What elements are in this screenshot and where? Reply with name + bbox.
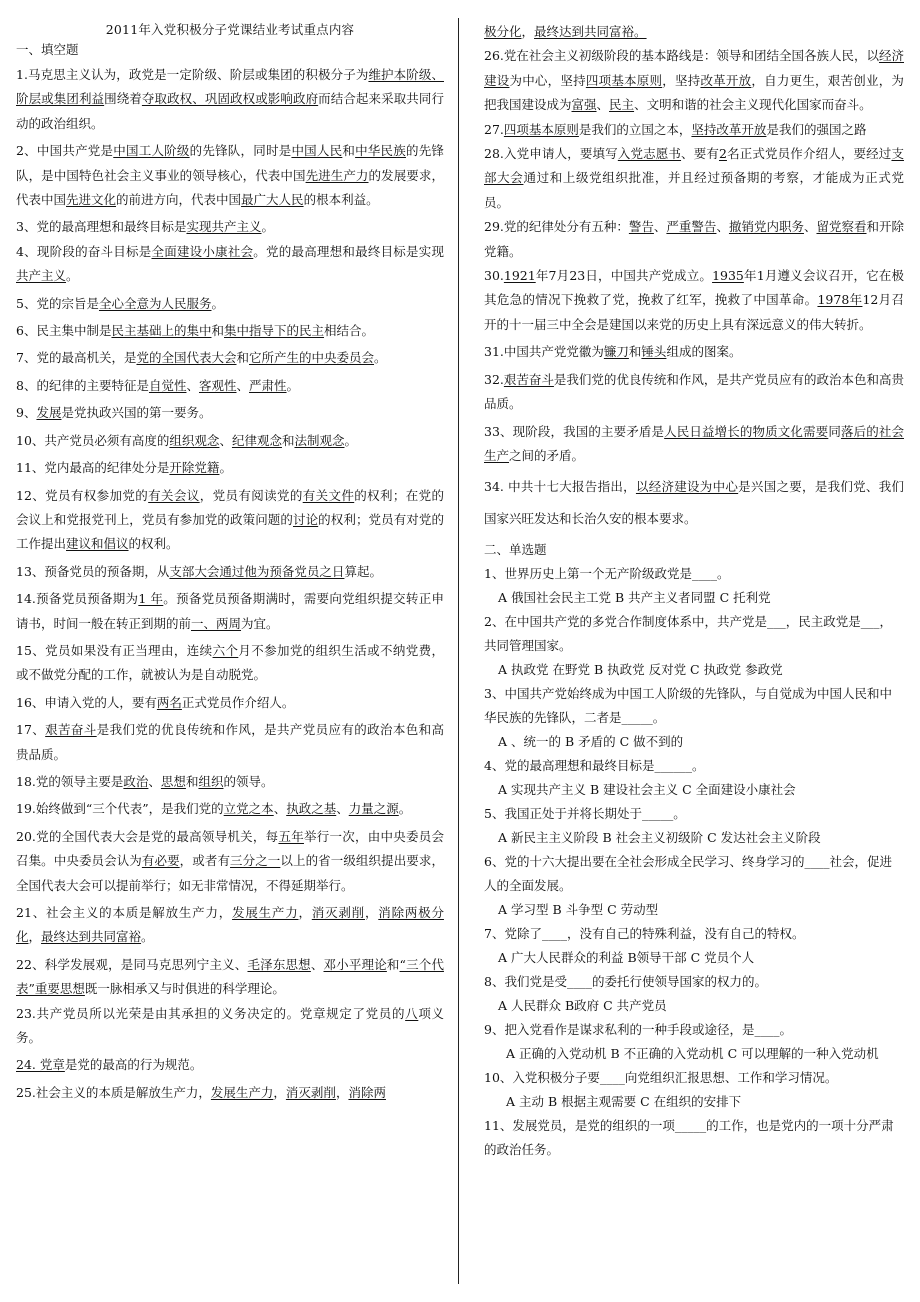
- fill-question-32: 32.艰苦奋斗是我们党的优良传统和作风，是共产党员应有的政治本色和高贵品质。: [484, 371, 904, 412]
- fill-question-29: 29.党的纪律处分有五种：警告、严重警告、撤销党内职务、留党察看和开除党籍。: [484, 219, 905, 259]
- choice-options-9: A 正确的入党动机 B 不正确的入党动机 C 可以理解的一种入党动机: [506, 1046, 879, 1062]
- fill-question-22: 22、科学发展观，是同马克思列宁主义、毛泽东思想、邓小平理论和“三个代表”重要思想既一脉相承又与时俱进的科学理论。: [16, 956, 444, 997]
- fill-question-21: 21、社会主义的本质是解放生产力，发展生产力，消灭剥削，消除两极分化，最终达到共同富裕。: [16, 905, 444, 945]
- choice-question-6: 6、党的十六大提出要在全社会形成全民学习、终身学习的____社会，促进人的全面发展。: [484, 854, 892, 894]
- choice-options-4: A 实现共产主义 B 建设社会主义 C 全面建设小康社会: [498, 782, 796, 798]
- fill-question-10: 10、共产党员必须有高度的组织观念、纪律观念和法制观念。: [16, 432, 358, 448]
- fill-question-14: 14.预备党员预备期为1 年。预备党员预备期满时，需要向党组织提交转正申请书，时间一般在转正到期的前一、两周为宜。: [16, 591, 444, 631]
- fill-question-30: 30.1921年7月23日，中国共产党成立。1935年1月遵义会议召开，它在极其危急的情况下挽救了党，挽救了红军，挽救了中国革命。1978年12月召开的十一届三中全会是建国以来党的历史上具有深远意义的伟大转折。: [484, 268, 904, 332]
- choice-options-1: A 俄国社会民主工党 B 共产主义者同盟 C 托利党: [498, 590, 771, 606]
- choice-question-10: 10、入党积极分子要____向党组织汇报思想、工作和学习情况。: [484, 1070, 838, 1086]
- section-fill-heading: 一、填空题: [16, 42, 79, 57]
- fill-question-25-continued: 极分化，最终达到共同富裕。: [484, 24, 647, 39]
- choice-options-7: A 广大人民群众的利益 B领导干部 C 党员个人: [498, 950, 755, 966]
- fill-question-31: 31.中国共产党党徽为镰刀和锤头组成的图案。: [484, 344, 742, 360]
- choice-question-5: 5、我国正处于并将长期处于_____。: [484, 806, 686, 822]
- fill-question-11: 11、党内最高的纪律处分是开除党籍。: [16, 460, 232, 476]
- choice-question-8: 8、我们党是受____的委托行使领导国家的权力的。: [484, 974, 767, 990]
- choice-options-10: A 主动 B 根据主观需要 C 在组织的安排下: [506, 1094, 742, 1110]
- right-column: [484, 0, 904, 1162]
- fill-question-33: 33、现阶段，我国的主要矛盾是人民日益增长的物质文化需要同落后的社会生产之间的矛盾。: [484, 423, 904, 463]
- choice-question-9: 9、把入党看作是谋求私利的一种手段或途径，是____。: [484, 1022, 792, 1038]
- fill-question-9: 9、发展是党执政兴国的第一要务。: [16, 405, 212, 421]
- choice-options-3: A 、统一的 B 矛盾的 C 做不到的: [498, 734, 684, 750]
- choice-question-2: 2、在中国共产党的多党合作制度体系中，共产党是___，民主政党是___，共同管理国家。: [484, 614, 892, 654]
- choice-question-7: 7、党除了____，没有自己的特殊利益，没有自己的特权。: [484, 926, 805, 942]
- choice-question-11: 11、发展党员，是党的组织的一项_____的工作，也是党内的一项十分严肃的政治任务。: [484, 1118, 894, 1158]
- fill-question-17: 17、艰苦奋斗是我们党的优良传统和作风，是共产党员应有的政治本色和高贵品质。: [16, 722, 444, 762]
- choice-question-4: 4、党的最高理想和最终目标是______。: [484, 758, 705, 774]
- choice-question-3: 3、中国共产党始终成为中国工人阶级的先锋队，与自觉成为中国人民和中华民族的先锋队，二者是_____。: [484, 686, 892, 726]
- fill-question-19: 19.始终做到“三个代表”，是我们党的立党之本、执政之基、力量之源。: [16, 801, 412, 817]
- fill-question-25: 25.社会主义的本质是解放生产力，发展生产力，消灭剥削，消除两: [16, 1084, 386, 1100]
- choice-options-8: A 人民群众 B政府 C 共产党员: [498, 998, 667, 1014]
- choice-options-6: A 学习型 B 斗争型 C 劳动型: [498, 902, 659, 918]
- fill-question-28: 28.入党申请人，要填写入党志愿书、要有2名正式党员作介绍人，要经过支部大会通过和上级党组织批准，并且经过预备期的考察，才能成为正式党员。: [484, 146, 904, 210]
- fill-question-27: 27.四项基本原则是我们的立国之本，坚持改革开放是我们的强国之路: [484, 121, 867, 137]
- fill-question-18: 18.党的领导主要是政治、思想和组织的领导。: [16, 773, 274, 789]
- section-choice-heading: 二、单选题: [484, 542, 547, 558]
- fill-question-8: 8、的纪律的主要特征是自觉性、客观性、严肃性。: [16, 377, 300, 393]
- fill-question-7: 7、党的最高机关，是党的全国代表大会和它所产生的中央委员会。: [16, 350, 387, 366]
- fill-question-34: 34. 中共十七大报告指出，以经济建设为中心是兴国之要，是我们党、我们国家兴旺发达和长治久安的根本要求。: [484, 479, 904, 527]
- column-divider: [458, 18, 459, 1284]
- fill-question-1: 1.马克思主义认为，政党是一定阶级、阶层或集团的积极分子为维护本阶级、阶层或集团利益围绕着夺取政权、巩固政权或影响政府而结合起来采取共同行动的政治组织。: [16, 67, 444, 131]
- fill-question-26: 26.党在社会主义初级阶段的基本路线是：领导和团结全国各族人民，以经济建设为中心，坚持四项基本原则，坚持改革开放，自力更生，艰苦创业，为把我国建设成为富强、民主、文明和谐的社会主义现代化国家而奋斗。: [484, 48, 904, 113]
- fill-question-4: 4、现阶段的奋斗目标是全面建设小康社会。党的最高理想和最终目标是实现共产主义。: [16, 243, 444, 284]
- fill-question-23: 23.共产党员所以光荣是由其承担的义务决定的。党章规定了党员的八项义务。: [16, 1005, 444, 1046]
- fill-question-5: 5、党的宗旨是全心全意为人民服务。: [16, 295, 224, 311]
- fill-question-13: 13、预备党员的预备期，从支部大会通过他为预备党员之日算起。: [16, 563, 382, 579]
- fill-question-24: 24. 党章是党的最高的行为规范。: [16, 1057, 203, 1073]
- fill-question-15: 15、党员如果没有正当理由，连续六个月不参加党的组织生活或不纳党费，或不做党分配的工作，就被认为是自动脱党。: [16, 642, 444, 683]
- fill-question-16: 16、申请入党的人，要有两名正式党员作介绍人。: [16, 694, 295, 710]
- page-title: 2011年入党积极分子党课结业考试重点内容: [105, 22, 355, 37]
- fill-question-2: 2、中国共产党是中国工人阶级的先锋队，同时是中国人民和中华民族的先锋队，是中国特色社会主义事业的领导核心，代表中国先进生产力的发展要求，代表中国先进文化的前进方向，代表中国最广大人民的根本利益。: [16, 143, 444, 208]
- left-column: [16, 0, 444, 1105]
- fill-question-3: 3、党的最高理想和最终目标是实现共产主义。: [16, 219, 274, 235]
- choice-options-2: A 执政党 在野党 B 执政党 反对党 C 执政党 参政党: [498, 662, 783, 678]
- choice-options-5: A 新民主主义阶段 B 社会主义初级阶 C 发达社会主义阶段: [498, 830, 821, 846]
- fill-question-6: 6、民主集中制是民主基础上的集中和集中指导下的民主相结合。: [16, 323, 375, 339]
- choice-question-1: 1、世界历史上第一个无产阶级政党是____。: [484, 566, 730, 582]
- fill-question-12: 12、党员有权参加党的有关会议，党员有阅读党的有关文件的权利；在党的会议上和党报党刊上，党员有参加党的政策问题的讨论的权利；党员有对党的工作提出建议和倡议的权利。: [16, 487, 444, 552]
- fill-question-20: 20.党的全国代表大会是党的最高领导机关，每五年举行一次，由中央委员会召集。中央委员会认为有必要，或者有三分之一以上的省一级组织提出要求，全国代表大会可以提前举行；如无非常情况，不得延期举行。: [16, 828, 444, 893]
